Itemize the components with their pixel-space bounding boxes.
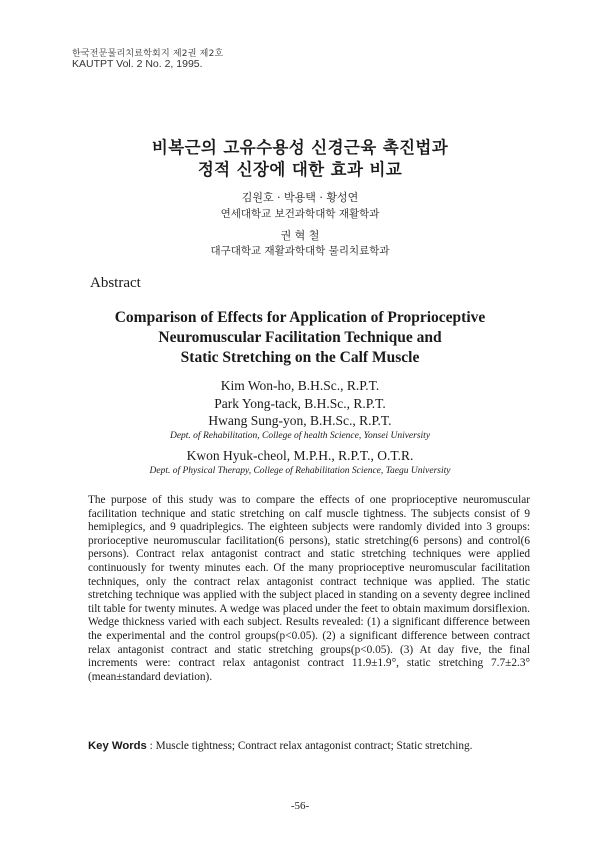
korean-affiliation-2: 대구대학교 재활과학대학 물리치료학과 (210, 245, 390, 257)
keywords-text: Muscle tightness; Contract relax antagonist contract; Static stretching. (155, 740, 473, 752)
english-title-line-3: Static Stretching on the Calf Muscle (180, 349, 420, 366)
english-author-1: Kim Won-ho, B.H.Sc., R.P.T. (220, 378, 380, 393)
abstract-heading: Abstract (90, 275, 141, 291)
korean-title-line-2: 정적 신장에 대한 효과 비교 (197, 160, 403, 179)
english-author-2: Park Yong-tack, B.H.Sc., R.P.T. (214, 396, 386, 411)
korean-author-names-1: 김원호 · 박용택 · 황성연 (241, 191, 359, 204)
english-author-3: Hwang Sung-yon, B.H.Sc., R.P.T. (208, 413, 392, 428)
english-title (0, 308, 600, 368)
abstract-body: The purpose of this study was to compare the effects of one proprioceptive neuromuscular facilitation technique and static stretching on calf muscle tightness. The subjects consist of 9 hemiplegics, and 9 quadriplegics. The eighteen subjects were randomly divided into 3 groups: prorioceptive neuromuscular facilitation(6 persons), static stretching(6 persons) and control(6 persons). Contract relax antagonist contract and static stretching techniques were applied continuously for twenty minutes each. Of the many proprioceptive neuromuscular facilitation techniques, only the contract relax antagonist contract technique was applied. The static stretching technique was applied with the subject placed in standing on a seventy degree inclined tilt table for twenty minutes. A wedge was placed under the feet to obtain maximum dorsiflexion. Wedge thickness varied with each subject. Results revealed: (1) a significant difference between the experimental and the control groups(p<0.05). (2) a significant difference between contract relax antagonist contract and static stretching groups(p<0.05). (3) At day five, the final increments were: contract relax antagonist contract 11.9±1.9°, static stretching 7.7±2.3°(mean±standard deviation). (88, 494, 530, 683)
korean-title (0, 137, 600, 181)
page-number: -56- (290, 800, 310, 812)
english-affiliation-2: Dept. of Physical Therapy, College of Rehabilitation Science, Taegu University (149, 466, 451, 476)
journal-volume-english: KAUTPT Vol. 2 No. 2, 1995. (72, 58, 203, 70)
english-title-line-2: Neuromuscular Facilitation Technique and (158, 329, 442, 346)
keywords-separator: : (146, 740, 156, 752)
keywords (88, 740, 538, 752)
keywords-label: Key Words (88, 740, 147, 752)
english-title-line-1: Comparison of Effects for Application of Proprioceptive (114, 309, 486, 326)
korean-affiliation-1: 연세대학교 보건과학대학 재활학과 (220, 208, 380, 220)
english-affiliation-1: Dept. of Rehabilitation, College of health Science, Yonsei University (169, 431, 431, 441)
journal-name-korean: 한국전문물리치료학회지 제2권 제2호 (72, 49, 224, 59)
korean-author-names-2: 권 혁 철 (280, 229, 320, 242)
korean-title-line-1: 비복근의 고유수용성 신경근육 촉진법과 (151, 138, 449, 157)
english-author-4: Kwon Hyuk-cheol, M.P.H., R.P.T., O.T.R. (186, 448, 414, 463)
